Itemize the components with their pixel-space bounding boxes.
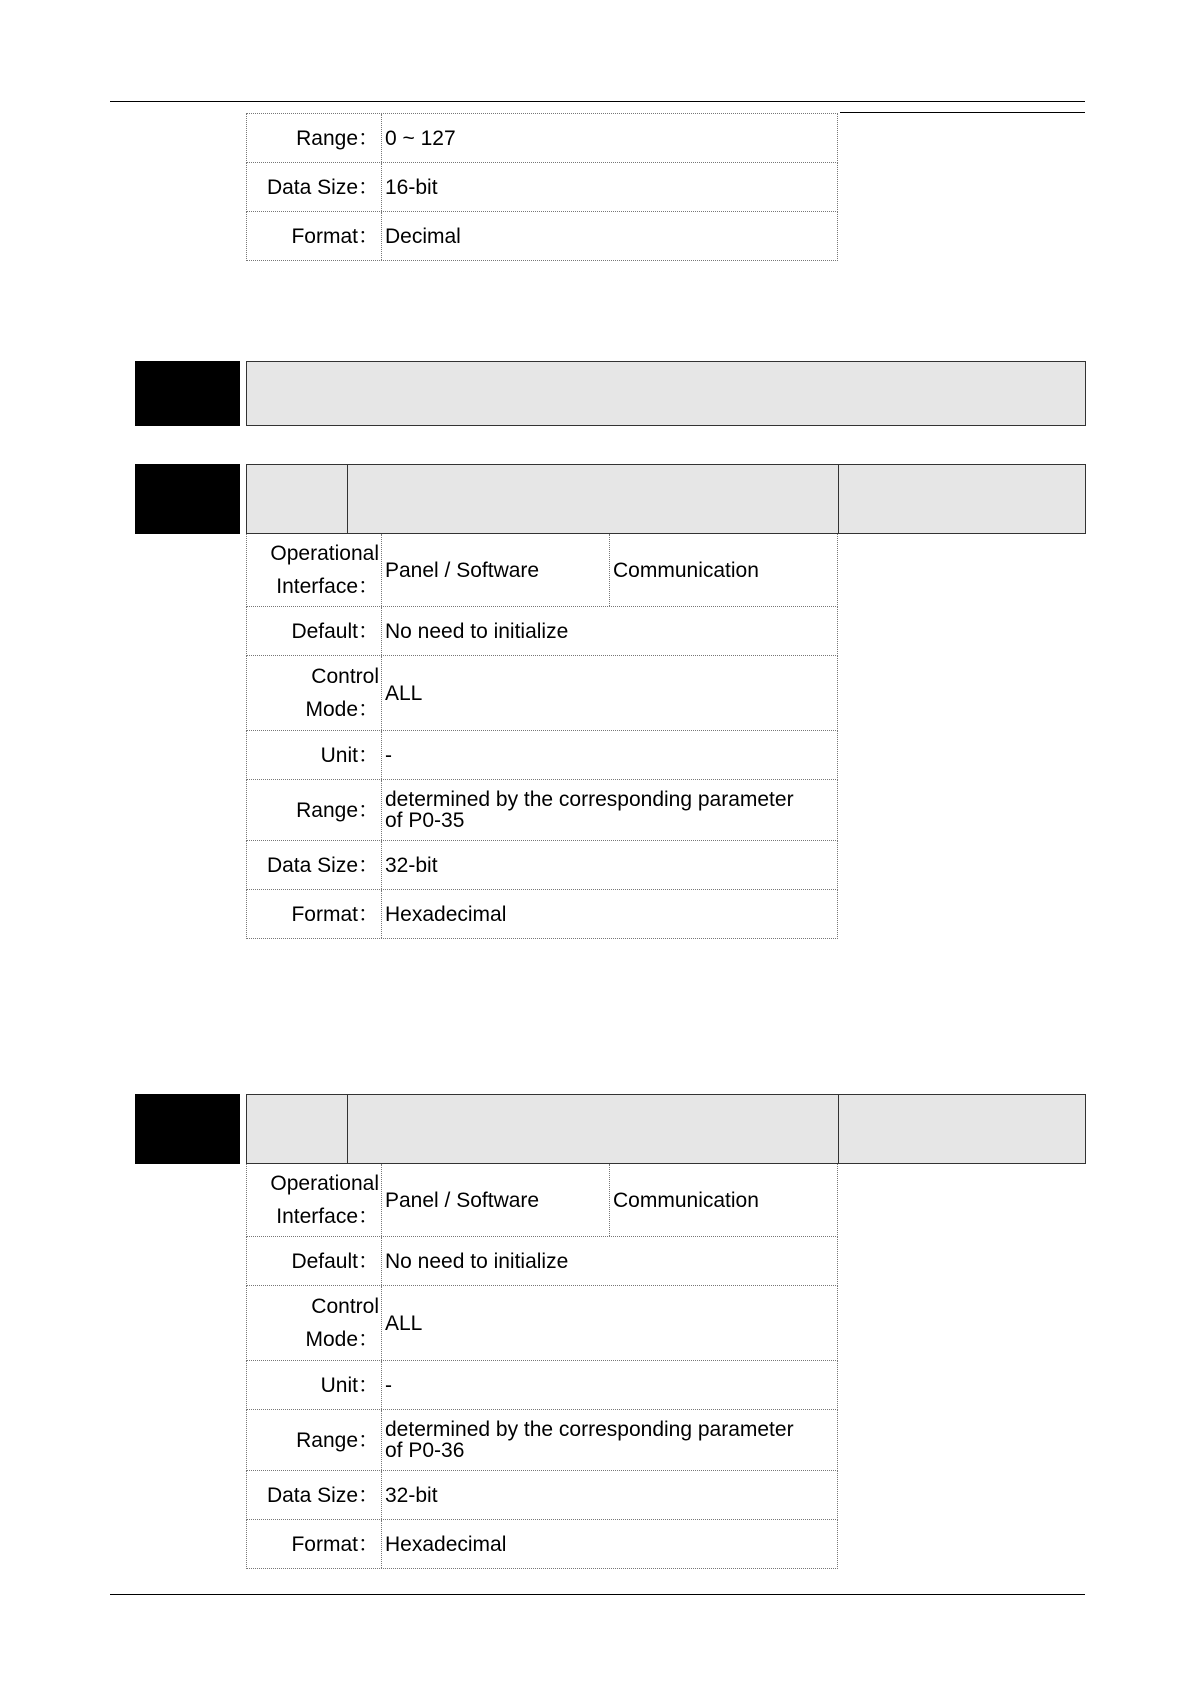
range-label: Range： [247,114,382,162]
param1-name-cell [347,464,839,534]
data-size-value: 32-bit [385,1483,438,1507]
range-value: 0 ~ 127 [385,126,456,150]
default-row [246,1237,838,1286]
interface-row [246,1164,838,1237]
section-header [246,361,1086,426]
range-row [246,114,838,163]
format-row [246,890,838,939]
default-row [246,607,838,656]
communication-value: Communication [613,1188,759,1212]
panel-software-value: Panel / Software [382,1164,610,1236]
param2-address-cell [838,1094,1086,1164]
param2-name-cell [347,1094,839,1164]
interface-label: Operational Interface： [247,534,382,606]
control-mode-row [246,656,838,731]
default-value: No need to initialize [385,1249,569,1273]
control-mode-value: ALL [385,681,423,705]
format-value: Hexadecimal [385,1532,507,1556]
param-table-continued [246,113,838,261]
interface-row [246,534,838,607]
range-row [246,1410,838,1471]
param1-address-cell [838,464,1086,534]
interface-label: Operational Interface： [247,1164,382,1236]
data-size-label: Data Size： [247,1471,382,1519]
default-value: No need to initialize [385,619,569,643]
data-size-label: Data Size： [247,163,382,211]
range-value: determined by the corresponding parameter of P0-35 [385,788,794,832]
unit-row [246,731,838,780]
format-value: Hexadecimal [385,902,507,926]
param1-table [246,534,838,939]
param1-tab [135,464,240,534]
default-label: Default： [247,607,382,655]
control-mode-label: Control Mode： [247,656,382,730]
control-mode-label: Control Mode： [247,1286,382,1360]
param2-tab [135,1094,240,1164]
control-mode-value: ALL [385,1311,423,1335]
format-row [246,212,838,261]
range-label: Range： [247,780,382,840]
section-tab [135,361,240,426]
param1-code-cell [246,464,348,534]
data-size-row [246,163,838,212]
format-value: Decimal [385,224,461,248]
panel-software-value: Panel / Software [382,534,610,606]
header-rule [110,101,1085,102]
data-size-row [246,1471,838,1520]
header-subrule [840,112,1085,113]
unit-row [246,1361,838,1410]
range-value: determined by the corresponding parameter of P0-36 [385,1418,794,1462]
range-row [246,780,838,841]
unit-value: - [385,743,392,767]
unit-label: Unit： [247,731,382,779]
communication-value: Communication [613,558,759,582]
data-size-value: 32-bit [385,853,438,877]
format-row [246,1520,838,1569]
data-size-row [246,841,838,890]
default-label: Default： [247,1237,382,1285]
range-label: Range： [247,1410,382,1470]
unit-value: - [385,1373,392,1397]
format-label: Format： [247,212,382,260]
unit-label: Unit： [247,1361,382,1409]
param2-code-cell [246,1094,348,1164]
data-size-value: 16-bit [385,175,438,199]
param2-table [246,1164,838,1569]
footer-rule [110,1594,1085,1595]
format-label: Format： [247,1520,382,1568]
control-mode-row [246,1286,838,1361]
format-label: Format： [247,890,382,938]
data-size-label: Data Size： [247,841,382,889]
